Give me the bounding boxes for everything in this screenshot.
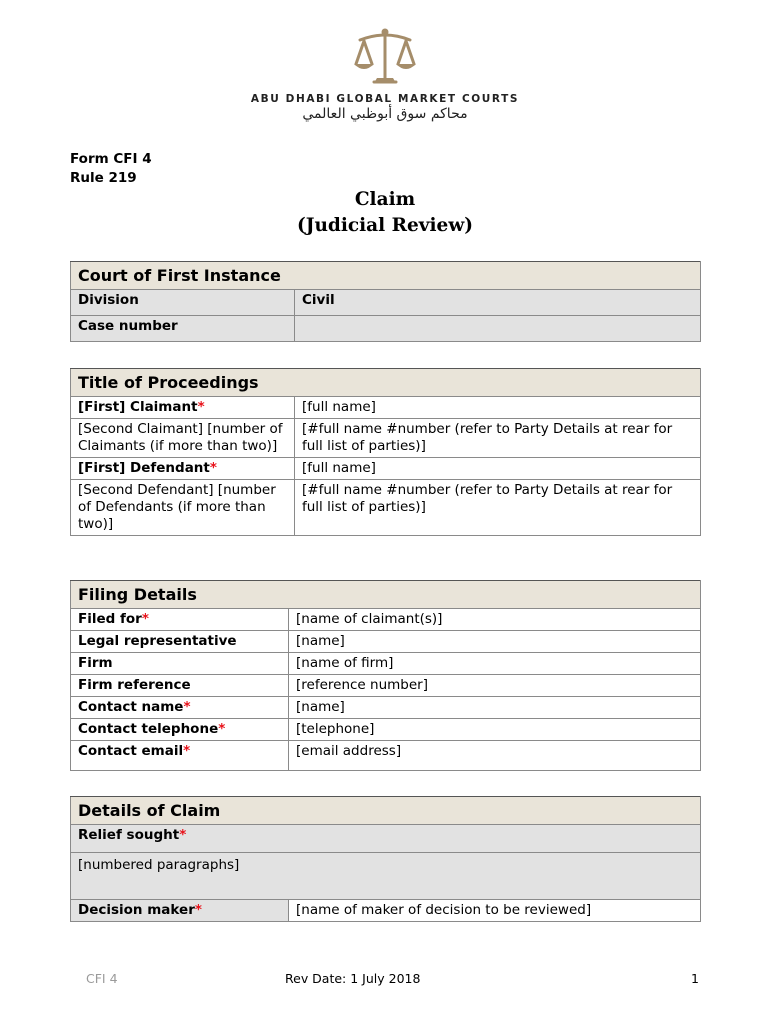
filing-row-field[interactable]: [name] — [289, 697, 701, 719]
decision-maker-label-text: Decision maker — [78, 902, 195, 918]
claim-section — [70, 796, 701, 922]
filing-row-label — [71, 741, 289, 771]
filing-row-field[interactable]: [name] — [289, 631, 701, 653]
required-marker: * — [209, 460, 217, 476]
title-line-1: Claim — [354, 189, 416, 210]
first-defendant-label-text: [First] Defendant — [78, 460, 210, 476]
filing-row-label-text: Firm reference — [78, 677, 191, 693]
filing-row-field[interactable]: [name of firm] — [289, 653, 701, 675]
footer-rev-date: Rev Date: 1 July 2018 — [285, 971, 421, 986]
form-number: Form CFI 4 — [70, 151, 152, 167]
proceedings-section — [70, 368, 701, 536]
required-marker: * — [218, 721, 226, 737]
case-number-label: Case number — [71, 316, 295, 342]
filing-row — [71, 719, 701, 741]
filing-row-label-text: Contact telephone — [78, 721, 219, 737]
second-defendant-field[interactable]: [#full name #number (refer to Party Details at rear for full list of parties)] — [295, 480, 701, 536]
filing-row-field[interactable]: [telephone] — [289, 719, 701, 741]
required-marker: * — [194, 902, 202, 918]
filing-row-label — [71, 719, 289, 741]
filing-row-label — [71, 609, 289, 631]
relief-sought-field[interactable]: [numbered paragraphs] — [71, 853, 701, 900]
required-marker: * — [179, 827, 187, 843]
proceedings-section-heading: Title of Proceedings — [71, 369, 701, 397]
org-name-ar: محاكم سوق أبوظبي العالمي — [302, 106, 468, 122]
filing-row-label — [71, 631, 289, 653]
claim-section-heading: Details of Claim — [71, 797, 701, 825]
decision-maker-field[interactable]: [name of maker of decision to be reviewed] — [289, 900, 701, 922]
filing-section-heading: Filing Details — [71, 581, 701, 609]
relief-sought-label — [71, 825, 701, 853]
filing-row-label-text: Firm — [78, 655, 113, 671]
title-line-2: (Judicial Review) — [296, 215, 474, 236]
court-section — [70, 261, 701, 342]
filing-row-label — [71, 675, 289, 697]
filing-row — [71, 697, 701, 719]
filing-row-field[interactable]: [reference number] — [289, 675, 701, 697]
filing-row-label — [71, 697, 289, 719]
filing-row-label-text: Filed for — [78, 611, 142, 627]
footer-form-code: CFI 4 — [86, 971, 118, 986]
decision-maker-label — [71, 900, 289, 922]
case-number-field[interactable] — [295, 316, 701, 342]
document-title — [0, 187, 770, 239]
relief-sought-label-text: Relief sought — [78, 827, 180, 843]
filing-row — [71, 741, 701, 771]
rule-number: Rule 219 — [70, 170, 137, 186]
division-label: Division — [71, 290, 295, 316]
filing-row-field[interactable]: [name of claimant(s)] — [289, 609, 701, 631]
filing-row — [71, 675, 701, 697]
first-claimant-field[interactable]: [full name] — [295, 397, 701, 419]
court-section-heading: Court of First Instance — [71, 262, 701, 290]
first-defendant-field[interactable]: [full name] — [295, 458, 701, 480]
filing-row — [71, 653, 701, 675]
filing-row-label — [71, 653, 289, 675]
first-claimant-label — [71, 397, 295, 419]
second-defendant-label: [Second Defendant] [number of Defendants (if more than two)] — [71, 480, 295, 536]
court-logo — [0, 26, 770, 88]
filing-row-label-text: Legal representative — [78, 633, 237, 649]
first-claimant-label-text: [First] Claimant — [78, 399, 198, 415]
footer-page-number: 1 — [691, 971, 699, 986]
first-defendant-label — [71, 458, 295, 480]
filing-row-label-text: Contact email — [78, 743, 184, 759]
filing-section — [70, 580, 701, 771]
second-claimant-field[interactable]: [#full name #number (refer to Party Details at rear for full list of parties)] — [295, 419, 701, 458]
form-identifier — [70, 150, 152, 188]
required-marker: * — [197, 399, 205, 415]
required-marker: * — [183, 699, 191, 715]
required-marker: * — [141, 611, 149, 627]
filing-row-label-text: Contact name — [78, 699, 184, 715]
scales-of-justice-icon — [350, 26, 420, 88]
filing-row — [71, 631, 701, 653]
required-marker: * — [183, 743, 191, 759]
org-name-en: ABU DHABI GLOBAL MARKET COURTS — [250, 93, 520, 105]
second-claimant-label: [Second Claimant] [number of Claimants (if more than two)] — [71, 419, 295, 458]
filing-row — [71, 609, 701, 631]
filing-rows — [71, 609, 701, 771]
division-field[interactable]: Civil — [295, 290, 701, 316]
filing-row-field[interactable]: [email address] — [289, 741, 701, 771]
